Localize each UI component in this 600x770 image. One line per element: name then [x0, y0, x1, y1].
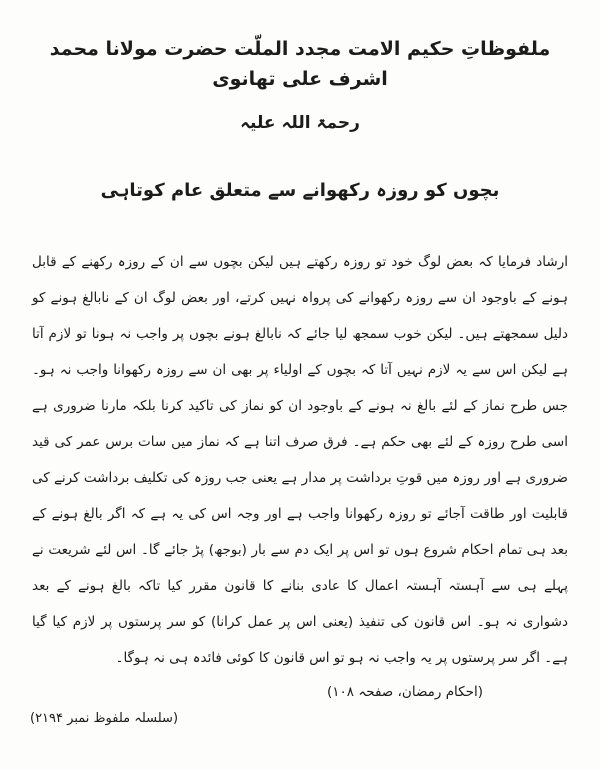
- honorific-subtitle: رحمۃ اللہ علیہ: [240, 113, 360, 133]
- document-title: ملفوظاتِ حکیم الامت مجدد الملّت حضرت مولانا محمد اشرف علی تھانوی: [49, 38, 551, 90]
- source-citation: (احکام رمضان، صفحہ ۱۰۸): [327, 684, 483, 700]
- body-paragraph: ارشاد فرمایا کہ بعض لوگ خود تو روزہ رکھتے ہیں لیکن بچوں سے ان کے روزہ رکھنے کے قابل ہونے کے باوجود ان سے روزہ رکھوانے کی پرواہ نہیں کرتے، اور بعض لوگ ان کے نابالغ ہونے کو دلیل سمجھتے ہیں۔ لیکن خوب سمجھ لیا جائے کہ نابالغ ہونے بچوں پر واجب نہ ہونا تو لازم آتا ہے لیکن اس سے یہ لازم نہیں آتا کہ بچوں کے اولیاء پر بھی ان سے روزہ رکھوانا واجب نہ ہو۔ جس طرح نماز کے لئے بالغ نہ ہونے کے باوجود ان کو نماز کی تاکید کرنا بلکہ مارنا ضروری ہے اسی طرح روزہ کے لئے بھی حکم ہے۔ فرق صرف اتنا ہے کہ نماز میں سات برس عمر کی قید ضروری ہے اور روزہ میں قوتِ برداشت پر مدار ہے یعنی جب روزہ کی تکلیف برداشت کرنے کی قابلیت اور طاقت آجائے تو روزہ رکھوانا واجب ہے اور وجہ اس کی یہ ہے کہ اگر بالغ ہونے کے بعد ہی تمام احکام شروع ہوں تو اس پر ایک دم سے بار (بوجھ) پڑ جائے گا۔ اس لئے شریعت نے پہلے ہی سے آہستہ آہستہ اعمال کا عادی بنانے کا قانون مقرر کیا تاکہ بالغ ہونے کے بعد دشواری نہ ہو۔ اس قانون کی تنفیذ (یعنی اس پر عمل کرانا) کو سر پرستوں پر لازم کیا گیا ہے۔ اگر سر پرستوں پر یہ واجب نہ ہو تو اس قانون کا کوئی فائدہ ہی نہ ہوگا۔: [32, 254, 568, 666]
- series-number-note: (سلسلہ ملفوظ نمبر ۲۱۹۴): [30, 711, 179, 726]
- section-heading: بچوں کو روزہ رکھوانے سے متعلق عام کوتاہی: [100, 180, 500, 201]
